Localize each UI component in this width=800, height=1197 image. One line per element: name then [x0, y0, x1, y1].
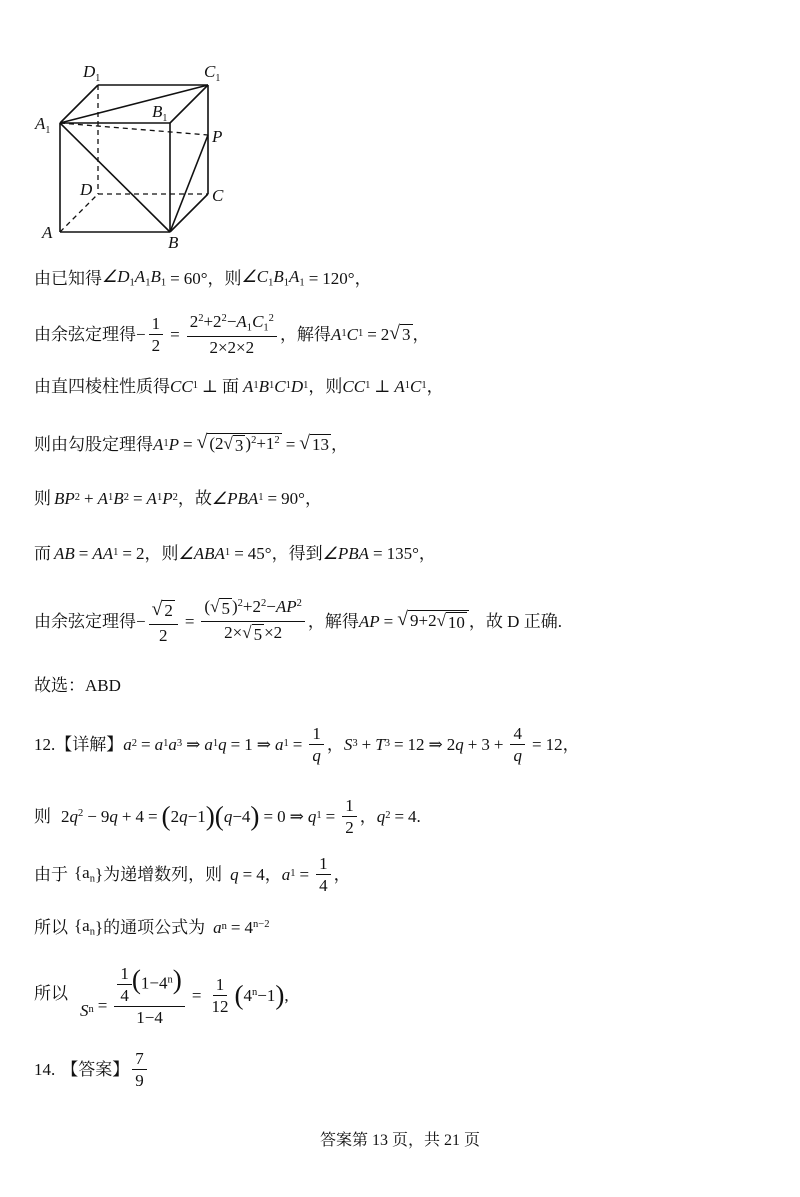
sequence-symbol: {a	[74, 916, 90, 935]
solution-line-2: 由余弦定理得 − $\frac{1}{2}$ = $\frac{2^2+2^2-A_1C_1^2}{2\times 2\times 2}$ ，解得 A 1 C 1 = 2 √ 3 ，	[34, 312, 430, 358]
answer-tag: 【答案】	[61, 1060, 130, 1079]
solution-line-4: 则由勾股定理得 A 1 P = √ (2 √ 3 )$^2+1^2$ = √ 13 ，	[34, 432, 349, 455]
text: 由已知得	[34, 269, 102, 289]
detail-tag: 【详解】	[55, 735, 124, 754]
text: ，	[326, 735, 344, 754]
text: ，解得	[279, 325, 331, 345]
problem-12-line-2: 则 $2q^2$ − 9q + 4 = ( 2q−1 ) ( q −4 ) = 0 ⇒ q 1 = $\frac{1}{2}$ ， q 2 = 4.	[34, 796, 421, 837]
text: ，	[264, 865, 282, 884]
label-P: P	[212, 127, 223, 146]
label-B: B	[168, 233, 179, 250]
problem-number: 14.	[34, 1060, 56, 1079]
solution-line-3: 由直四棱柱性质得 CC 1 ⊥ 面 A 1 B 1 C 1 D 1 ，则 CC 1 ⊥ A 1 C 1 ，	[34, 377, 444, 396]
problem-14-line: 14. 【答案】 $\frac{7}{9}$	[34, 1050, 150, 1089]
solution-line-1: 由已知得 $\angle D_1A_1B_1$ = 60° ，则 $\angle C_1B_1A_1$ = 120° ，	[34, 267, 372, 289]
page-footer: 答案第 13 页，共 21 页	[319, 1132, 480, 1149]
text: 而	[34, 544, 51, 563]
text: ，	[359, 807, 377, 826]
label-C1: $C_1$	[204, 62, 221, 84]
text: ，	[412, 325, 430, 345]
problem-12-line-1: 12. 【详解】 a 2 = a 1 a 3 ⇒ a 1 q = 1 ⇒ a 1 = $\frac{1}{q}$ ， S 3 + T 3 = 12 ⇒ 2q + 3 + $\frac{4}{q}$ = 12 ，	[34, 724, 580, 765]
text: ，	[418, 544, 436, 563]
text: 由余弦定理得	[34, 612, 136, 632]
text: }的通项公式为	[94, 918, 206, 938]
text: ，故 D 正确.	[468, 612, 562, 632]
answer-text: 故选：ABD	[34, 676, 121, 695]
label-C: C	[212, 186, 224, 205]
text: ，	[562, 735, 580, 754]
text: ，	[331, 435, 349, 455]
solution-line-6: 而 AB = AA 1 = 2 ，则 ∠ABA 1 = 45° ，得到 ∠PBA = 135° ，	[34, 544, 436, 563]
sequence-symbol: {a	[74, 862, 90, 882]
solution-line-5: 则 BP 2 + A 1 B 2 = A 1 P 2 ，故 ∠PBA 1 = 90° ，	[34, 489, 322, 508]
prism-figure	[30, 55, 240, 250]
text: 则	[34, 807, 51, 826]
text: ，则	[207, 269, 242, 289]
solution-line-7: 由余弦定理得 − √ 2 2 = ( √ 5 )$^2+2^2-AP^2$ 2× √ 5 ×2 ，解得 AP = √ 9+2 √ 10 ，故 D 正确.	[34, 597, 562, 645]
text: 则	[34, 489, 51, 508]
label-A1: $A_1$	[35, 114, 51, 136]
label-D1: $D_1$	[83, 62, 101, 84]
text: ，解得	[307, 612, 359, 632]
text: 所以	[34, 984, 68, 1003]
problem-12-line-5: 所以 S n = $\frac{1}{4}$ $(1-4^n)$ 1−4 = $\frac{1}{12}$ ( $4^n-1$ ) ,	[34, 964, 289, 1027]
text: 由于	[34, 865, 68, 884]
text: 所以	[34, 918, 68, 938]
text: ，	[304, 489, 322, 508]
problem-12-line-4: 所以 {$a_n$ }的通项公式为 a n = $4^{n-2}$	[34, 916, 270, 938]
text: 则由勾股定理得	[34, 435, 153, 455]
text: ，故	[177, 489, 212, 508]
text: ，得到	[271, 544, 323, 563]
text: ，则	[308, 377, 343, 396]
text: ，	[426, 377, 444, 396]
label-B1: $B_1$	[152, 102, 168, 124]
text: ，	[354, 269, 372, 289]
text: 由余弦定理得	[34, 325, 136, 345]
text: ，	[333, 865, 351, 884]
label-A: A	[42, 223, 53, 242]
label-D: D	[80, 180, 93, 199]
text: 面	[221, 377, 239, 396]
text: }为递增数列，则	[94, 865, 223, 884]
problem-number: 12.	[34, 735, 56, 754]
problem-12-line-3: 由于 {$a_n$ }为递增数列，则 q = 4 ， a 1 = $\frac{1}{4}$ ，	[34, 854, 351, 895]
text: 由直四棱柱性质得	[34, 377, 170, 396]
solution-line-8	[34, 677, 121, 694]
text: ，则	[144, 544, 179, 563]
